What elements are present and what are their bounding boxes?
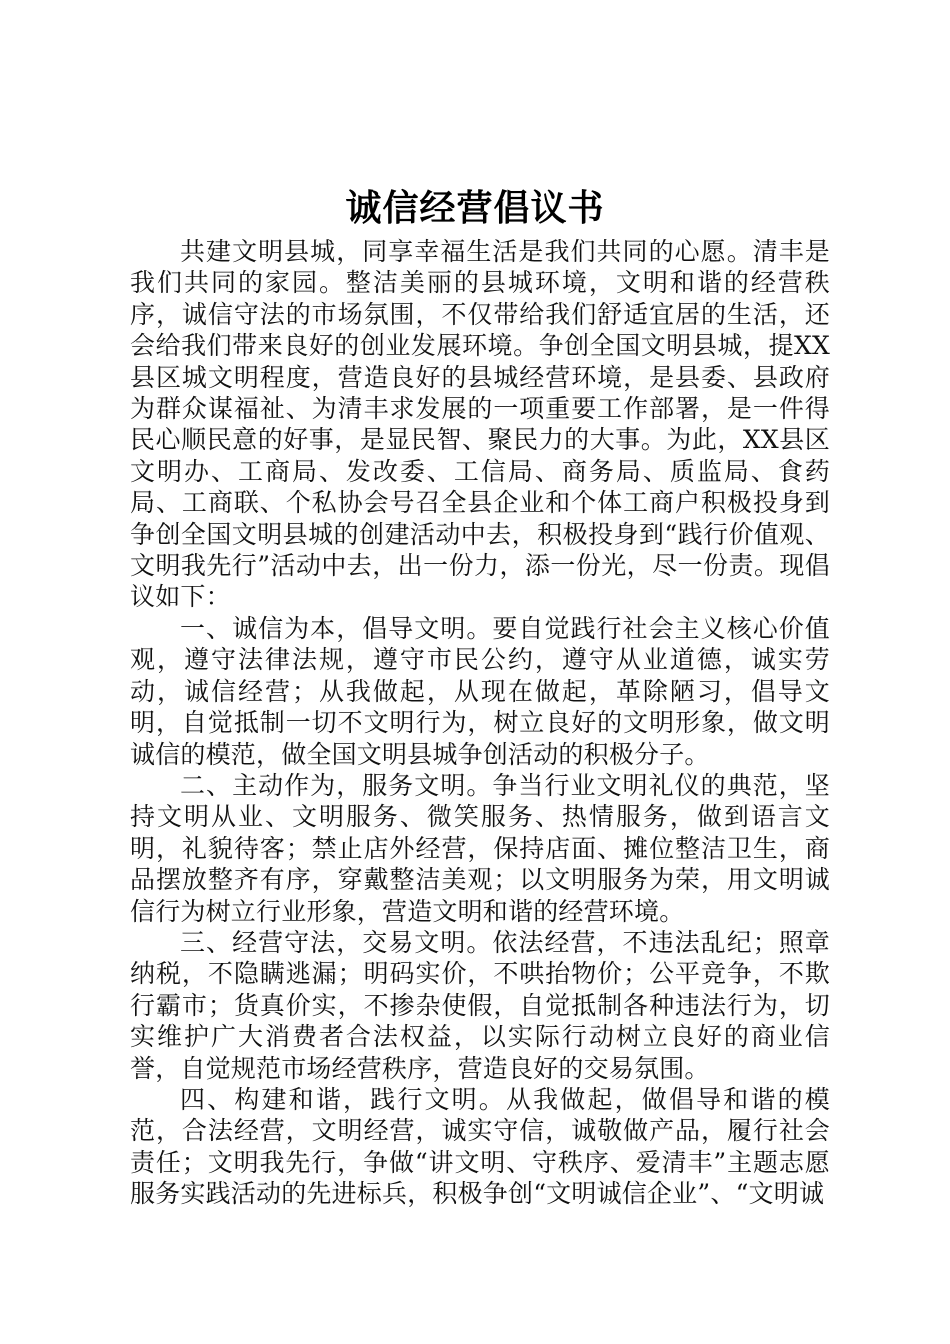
paragraph-item-4: 四、构建和谐，践行文明。从我做起，做倡导和谐的模范，合法经营，文明经营，诚实守信，诚敬做产品，履行社会责任；文明我先行，争做“讲文明、守秩序、爱清丰”主题志愿服务实践活动的先进标兵，积极争创“文明诚信企业”、“文明诚 [130, 1084, 830, 1209]
paragraph-item-3: 三、经营守法，交易文明。依法经营，不违法乱纪；照章纳税，不隐瞒逃漏；明码实价，不哄抬物价；公平竞争，不欺行霸市；货真价实，不掺杂使假，自觉抵制各种违法行为，切实维护广大消费者合法权益，以实际行动树立良好的商业信誉，自觉规范市场经营秩序，营造良好的交易氛围。 [130, 927, 830, 1083]
paragraph-intro: 共建文明县城，同享幸福生活是我们共同的心愿。清丰是我们共同的家园。整洁美丽的县城环境，文明和谐的经营秩序，诚信守法的市场氛围，不仅带给我们舒适宜居的生活，还会给我们带来良好的创业发展环境。争创全国文明县城，提XX县区城文明程度，营造良好的县城经营环境，是县委、县政府为群众谋福祉、为清丰求发展的一项重要工作部署，是一件得民心顺民意的好事，是显民智、聚民力的大事。为此，XX县区文明办、工商局、发改委、工信局、商务局、质监局、食药局、工商联、个私协会号召全县企业和个体工商户积极投身到争创全国文明县城的创建活动中去，积极投身到“践行价值观、文明我先行”活动中去，出一份力，添一份光，尽一份责。现倡议如下： [130, 237, 830, 612]
paragraph-item-1: 一、诚信为本，倡导文明。要自觉践行社会主义核心价值观，遵守法律法规，遵守市民公约，遵守从业道德，诚实劳动，诚信经营；从我做起，从现在做起，革除陋习，倡导文明，自觉抵制一切不文明行为，树立良好的文明形象，做文明诚信的模范，做全国文明县城争创活动的积极分子。 [130, 613, 830, 769]
document-body [130, 236, 830, 1210]
document-title: 诚信经营倡议书 [345, 187, 605, 229]
paragraph-item-2: 二、主动作为，服务文明。争当行业文明礼仪的典范，坚持文明从业、文明服务、微笑服务、热情服务，做到语言文明，礼貌待客；禁止店外经营，保持店面、摊位整洁卫生，商品摆放整齐有序，穿戴整洁美观；以文明服务为荣，用文明诚信行为树立行业形象，营造文明和谐的经营环境。 [130, 770, 830, 926]
